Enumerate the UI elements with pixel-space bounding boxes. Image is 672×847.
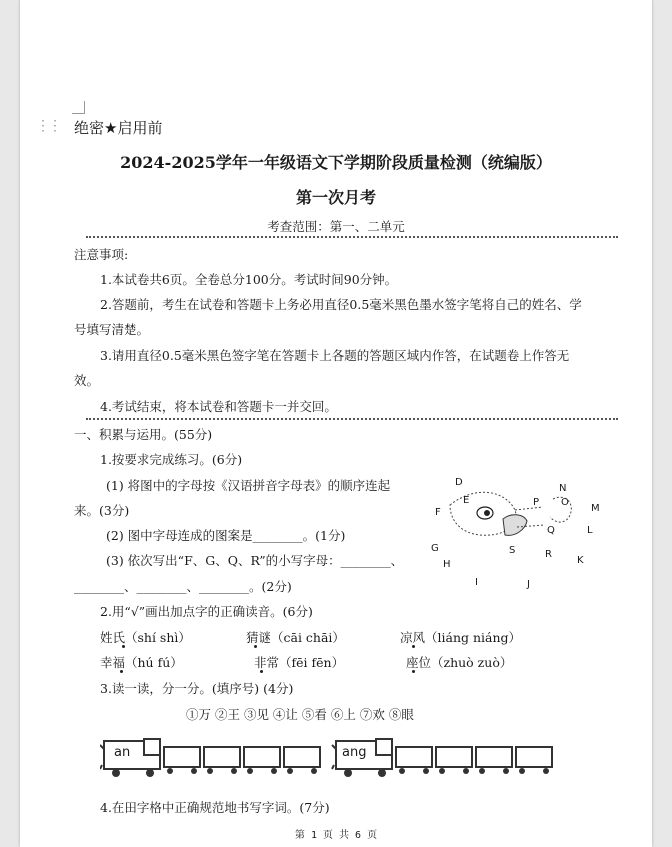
letter-N: N [559,483,567,494]
q2-item-6: 座位（zhuò zuò） [406,655,513,670]
notice-item-3a: 3.请用直径0.5毫米黑色签字笔在答题卡上各题的答题区域内作答，在试题卷上作答无 [100,348,570,363]
q1-title: 1.按要求完成练习。(6分) [100,452,243,467]
divider-top [86,236,618,238]
letter-D: D [455,477,463,488]
notice-item-1: 1.本试卷共6页。全卷总分100分。考试时间90分钟。 [100,272,398,287]
emphasis-dot [260,670,263,673]
q1-part1b: 来。(3分) [74,503,130,518]
q1-part3b: ________、________、________。(2分) [74,579,292,594]
fish-outline-sketch [405,475,605,600]
q2-item-2: 猜谜（cāi chāi） [246,630,345,645]
train-graphic [100,735,560,780]
letter-L: L [587,525,593,536]
letter-O: O [561,497,569,508]
exam-scope: 考查范围：第一、二单元 [267,219,405,234]
drag-handle-icon[interactable]: ⋮⋮ [36,118,60,134]
margin-corner-mark [72,101,85,114]
q1-part3a: (3) 依次写出“F、G、Q、R”的小写字母：________、 [106,553,404,568]
q3-word-list: ①万 ②王 ③见 ④让 ⑤看 ⑥上 ⑦欢 ⑧眼 [186,707,414,722]
letter-S: S [509,545,516,556]
exam-subtitle: 第一次月考 [295,188,376,207]
train-1-label: an [114,745,131,760]
exam-title: 2024-2025学年一年级语文下学期阶段质量检测（统编版） [120,153,552,172]
q1-part2: (2) 图中字母连成的图案是________。(1分) [106,528,346,543]
page-footer: 第 1 页 共 6 页 [294,830,378,841]
q2-item-3: 凉风（liáng niáng） [400,630,522,645]
letter-H: H [443,559,451,570]
q3-title: 3.读一读，分一分。(填序号) (4分) [100,681,294,696]
letter-J: J [527,579,530,590]
confidential-label: 绝密★启用前 [74,119,163,137]
letter-P: P [533,497,540,508]
letter-K: K [577,555,584,566]
divider-bottom [86,418,618,420]
train-diagram [100,735,560,780]
section-heading: 一、积累与运用。(55分) [74,427,213,442]
emphasis-dot [412,670,415,673]
document-page [20,0,652,847]
notice-item-3b: 效。 [74,373,100,388]
letter-I: I [475,577,478,588]
letter-G: G [431,543,439,554]
emphasis-dot [412,645,415,648]
q4-title: 4.在田字格中正确规范地书写字词。(7分) [100,800,330,815]
letter-E: E [463,495,470,506]
train-2-label: ang [342,745,367,760]
emphasis-dot [254,645,257,648]
q2-item-4: 幸福（hú fú） [100,655,183,670]
notice-heading: 注意事项: [74,247,129,262]
emphasis-dot [120,670,123,673]
notice-item-4: 4.考试结束，将本试卷和答题卡一并交回。 [100,399,337,414]
q2-item-5: 非常（fēi fēn） [254,655,345,670]
letter-R: R [545,549,552,560]
letter-M: M [591,503,600,514]
letter-F: F [435,507,441,518]
notice-item-2a: 2.答题前，考生在试卷和答题卡上务必用直径0.5毫米黑色墨水签字笔将自己的姓名、学 [100,297,582,312]
notice-item-2b: 号填写清楚。 [74,322,150,337]
emphasis-dot [122,645,125,648]
dot-puzzle-figure [405,475,605,600]
q1-part1a: (1) 将图中的字母按《汉语拼音字母表》的顺序连起 [106,478,391,493]
q2-item-1: 姓氏（shí shì） [100,630,191,645]
q2-title: 2.用“√”画出加点字的正确读音。(6分) [100,604,313,619]
letter-Q: Q [547,525,555,536]
